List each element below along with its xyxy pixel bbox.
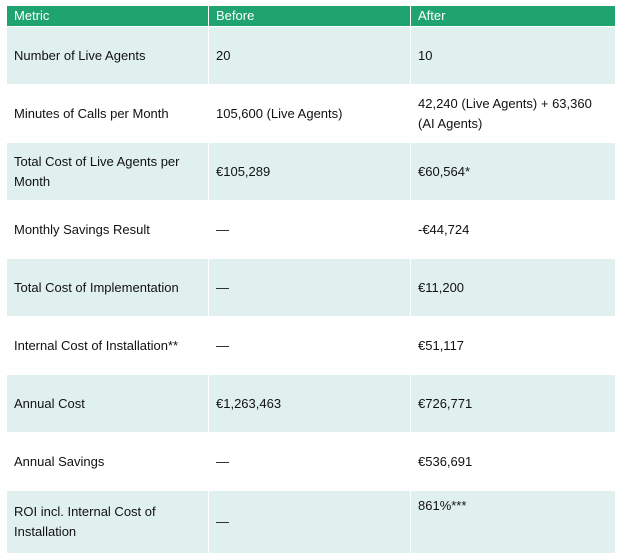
header-metric: Metric: [7, 6, 209, 27]
before-cell: —: [209, 491, 411, 554]
after-cell: €536,691: [411, 433, 616, 491]
metric-cell: Annual Cost: [7, 375, 209, 433]
metric-cell: Monthly Savings Result: [7, 201, 209, 259]
after-cell: -€44,724: [411, 201, 616, 259]
header-before: Before: [209, 6, 411, 27]
before-cell: 20: [209, 27, 411, 85]
after-cell: €60,564*: [411, 143, 616, 201]
metric-cell: Number of Live Agents: [7, 27, 209, 85]
after-cell: 861%***: [411, 491, 616, 554]
table-row: [7, 491, 616, 554]
table-row: [7, 433, 616, 491]
before-cell: —: [209, 259, 411, 317]
after-cell: 10: [411, 27, 616, 85]
before-cell: —: [209, 201, 411, 259]
after-cell: 42,240 (Live Agents) + 63,360 (AI Agents): [411, 85, 616, 143]
table-row: [7, 259, 616, 317]
table-row: [7, 27, 616, 85]
after-cell: €726,771: [411, 375, 616, 433]
metric-cell: Minutes of Calls per Month: [7, 85, 209, 143]
metric-cell: ROI incl. Internal Cost of Installation: [7, 491, 209, 554]
comparison-table: [6, 5, 616, 554]
table-row: [7, 375, 616, 433]
before-cell: €105,289: [209, 143, 411, 201]
metric-cell: Annual Savings: [7, 433, 209, 491]
header-after: After: [411, 6, 616, 27]
table-row: [7, 201, 616, 259]
header-row: [7, 6, 616, 27]
before-cell: —: [209, 317, 411, 375]
before-cell: €1,263,463: [209, 375, 411, 433]
after-cell: €11,200: [411, 259, 616, 317]
table-row: [7, 317, 616, 375]
before-cell: 105,600 (Live Agents): [209, 85, 411, 143]
metric-cell: Total Cost of Live Agents per Month: [7, 143, 209, 201]
before-cell: —: [209, 433, 411, 491]
metric-cell: Total Cost of Implementation: [7, 259, 209, 317]
after-cell: €51,117: [411, 317, 616, 375]
table-row: [7, 85, 616, 143]
metric-cell: Internal Cost of Installation**: [7, 317, 209, 375]
table-row: [7, 143, 616, 201]
